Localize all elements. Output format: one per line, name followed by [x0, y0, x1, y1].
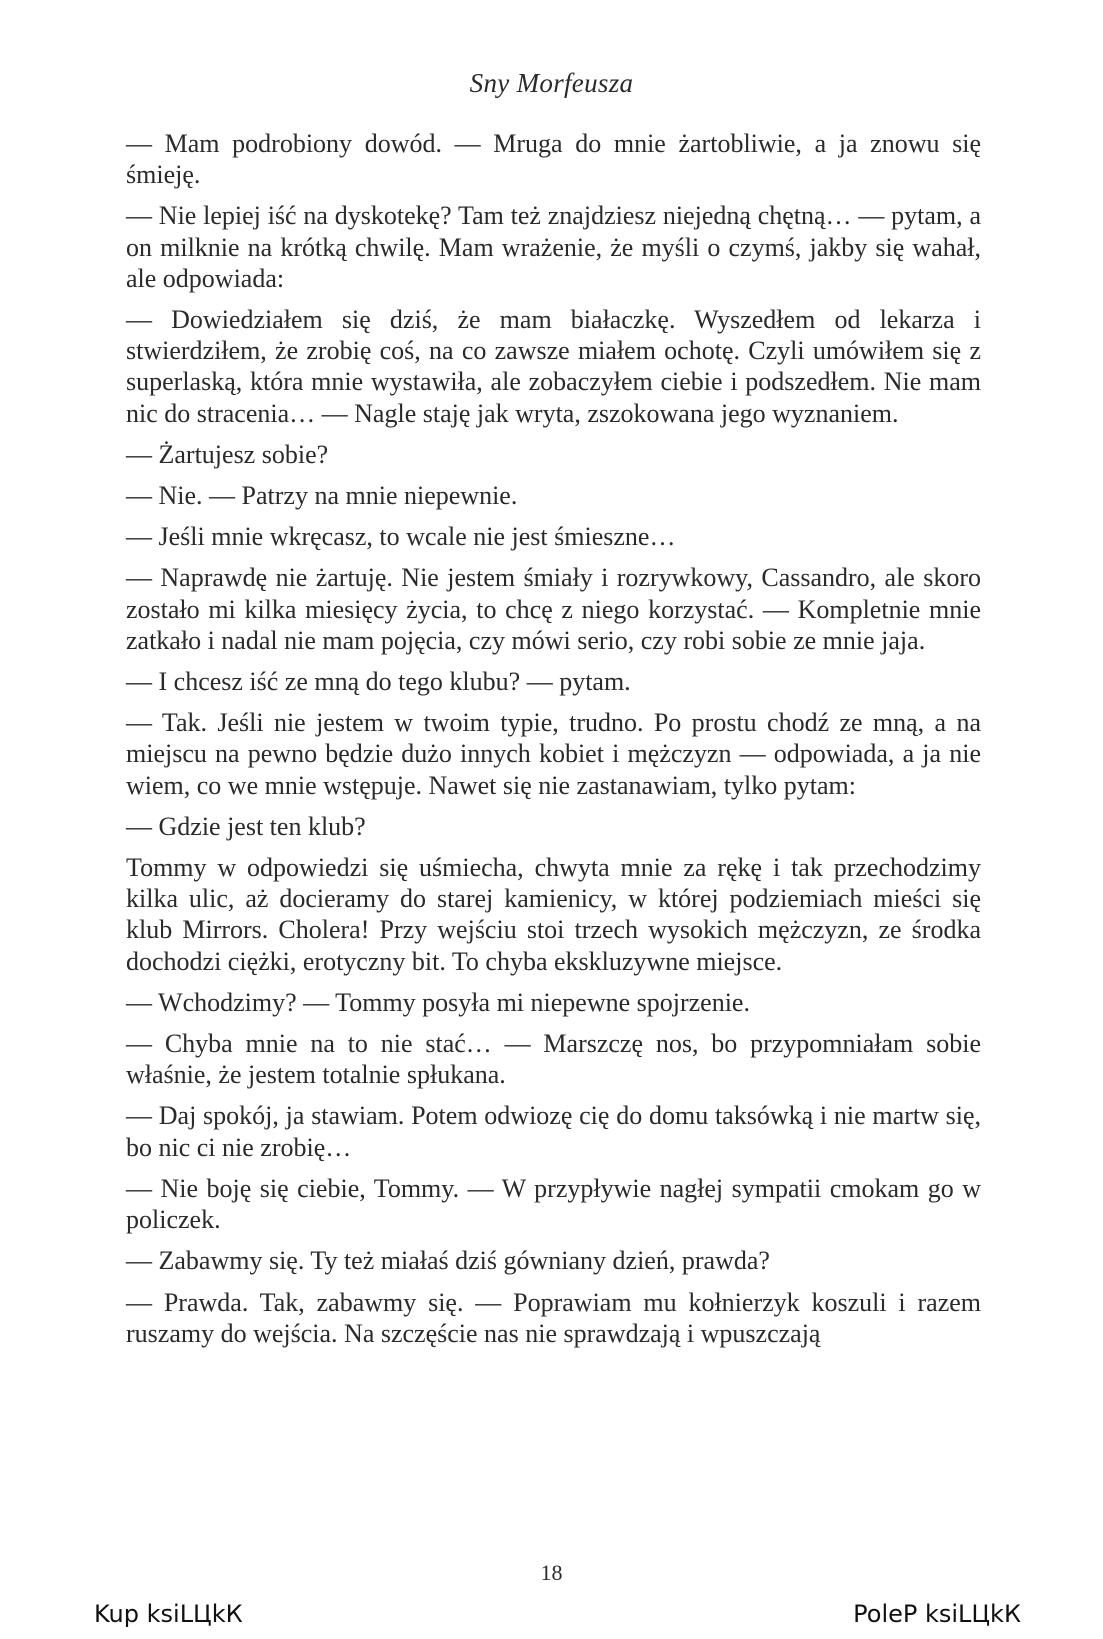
paragraph: — Gdzie jest ten klub? — [126, 811, 366, 841]
paragraph: — I chcesz iść ze mną do tego klubu? — pytam. — [126, 667, 631, 697]
paragraph: — Jeśli mnie wkręcasz, to wcale nie jest śmieszne… — [126, 522, 676, 552]
paragraph: — Wchodzimy? — Tommy posyła mi niepewne spojrzenie. — [126, 987, 750, 1017]
paragraph: — Żartujesz sobie? — [126, 439, 329, 469]
paragraph: — Nie. — Patrzy na mnie niepewnie. — [126, 481, 518, 511]
paragraph: — Mam podrobiony dowód. — Mruga do mnie żartobliwie, a ja znowu się śmieję. — [126, 129, 981, 190]
paragraph: — Nie boję się ciebie, Tommy. — W przypływie nagłej sympatii cmokam go w policzek. — [126, 1173, 981, 1235]
paragraph: — Daj spokój, ja stawiam. Potem odwiozę cię do domu taksówką i nie martw się, bo nic ci nie zrobię… — [126, 1101, 981, 1162]
recommend-book-link[interactable]: PoleР ksiLЦkК — [853, 1600, 1021, 1628]
paragraph: — Nie lepiej iść na dyskotekę? Tam też znajdziesz niejedną chętną… — pytam, a on milknie na krótką chwilę. Mam wrażenie, że myśli o czymś, jakby się wahał, ale odpowiada: — [126, 201, 981, 293]
paragraph: — Prawda. Tak, zabawmy się. — Poprawiam mu kołnierzyk koszuli i razem ruszamy do wejścia. Na szczęście nas nie sprawdzają i wpuszczają — [126, 1287, 981, 1348]
paragraph: — Dowiedziałem się dziś, że mam białaczkę. Wyszedłem od lekarza i stwierdziłem, że zrobię coś, na co zawsze miałem ochotę. Czyli umówiłem się z superlaską, która mnie wystawiła, ale zobaczyłem ciebie i podszedłem. Nie mam nic do stracenia… — Nagle staję jak wryta, zszokowana jego wyznaniem. — [126, 305, 981, 428]
body-text — [126, 128, 981, 1359]
paragraph: — Zabawmy się. Ty też miałaś dziś gówniany dzień, prawda? — [126, 1246, 770, 1276]
paragraph: — Naprawdę nie żartuję. Nie jestem śmiały i rozrywkowy, Cassandro, ale skoro zostało mi kilka miesięcy życia, to chcę z niego korzystać. — Kompletnie mnie zatkało i nadal nie mam pojęcia, czy mówi serio, czy robi sobie ze mnie jaja. — [126, 563, 981, 655]
running-header: Sny Morfeusza — [469, 68, 634, 98]
page-number: 18 — [540, 1560, 563, 1585]
buy-book-link[interactable]: Kup ksiLЦkК — [94, 1600, 243, 1628]
paragraph: — Tak. Jeśli nie jestem w twoim typie, trudno. Po prostu chodź ze mną, a na miejscu na pewno będzie dużo innych kobiet i mężczyzn — odpowiada, a ja nie wiem, co we mnie wstępuje. Nawet się nie zastanawiam, tylko pytam: — [126, 708, 981, 800]
paragraph: Tommy w odpowiedzi się uśmiecha, chwyta mnie za rękę i tak przechodzimy kilka ulic, aż docieramy do starej kamienicy, w której podziemiach mieści się klub Mirrors. Cholera! Przy wejściu stoi trzech wysokich mężczyzn, ze środka dochodzi ciężki, erotyczny bit. To chyba ekskluzywne miejsce. — [126, 853, 981, 976]
paragraph: — Chyba mnie na to nie stać… — Marszczę nos, bo przypomniałam sobie właśnie, że jestem totalnie spłukana. — [126, 1029, 981, 1090]
